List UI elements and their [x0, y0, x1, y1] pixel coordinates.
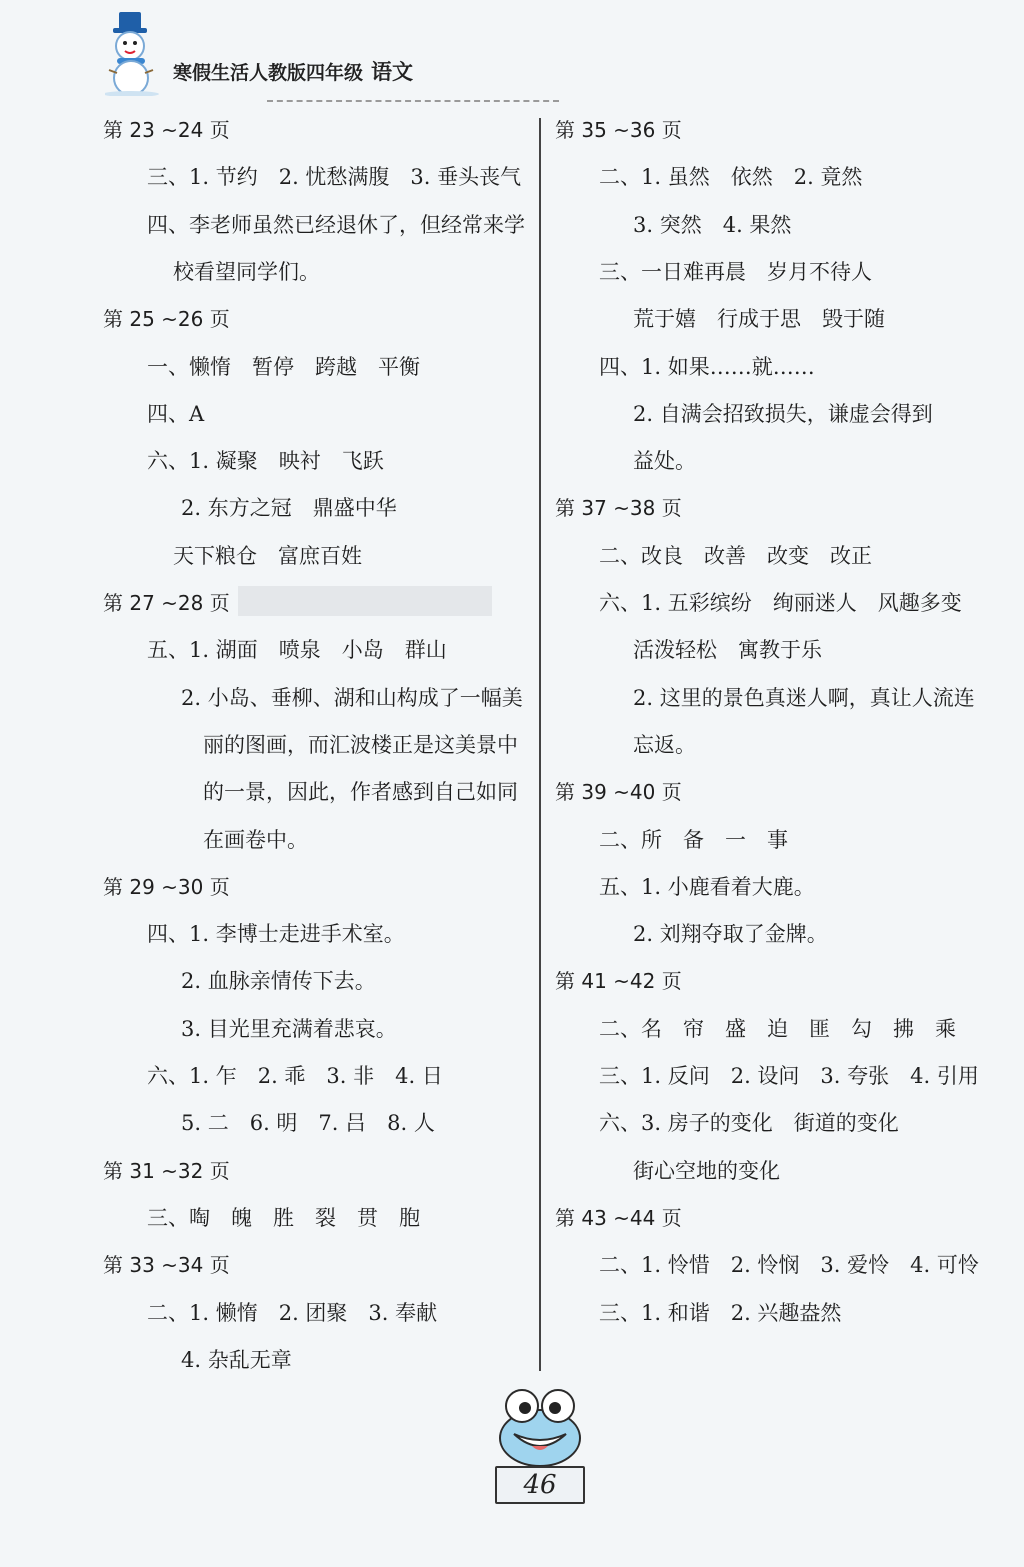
answer-line: 益处。: [633, 449, 696, 474]
answer-line: 2. 东方之冠 鼎盛中华: [181, 496, 397, 521]
answer-line: 三、1. 和谐 2. 兴趣盎然: [599, 1300, 842, 1325]
answer-line: 四、李老师虽然已经退休了，但经常来学: [147, 212, 525, 237]
answer-line: 六、1. 凝聚 映衬 飞跃: [147, 449, 384, 474]
answer-line: 一、懒惰 暂停 跨越 平衡: [147, 354, 420, 379]
column-divider: [539, 118, 541, 1371]
answer-line: 2. 小岛、垂柳、湖和山构成了一幅美: [181, 685, 523, 710]
answer-line: 二、所 备 一 事: [599, 827, 788, 852]
snowman-icon: [105, 10, 165, 96]
answer-line: 活泼轻松 寓教于乐: [633, 638, 822, 663]
section-heading: 第 43 ~44 页: [555, 1205, 682, 1230]
section-heading: 第 25 ~26 页: [103, 307, 230, 332]
answer-line: 二、1. 怜惜 2. 怜悯 3. 爱怜 4. 可怜: [599, 1253, 979, 1278]
answer-line: 三、1. 节约 2. 忧愁满腹 3. 垂头丧气: [147, 165, 522, 190]
section-heading: 第 23 ~24 页: [103, 118, 230, 142]
answer-line: 二、名 帘 盛 迫 匪 勾 拂 乘: [599, 1016, 956, 1041]
answer-line: 2. 血脉亲情传下去。: [181, 969, 376, 994]
answer-line: 三、1. 反问 2. 设问 3. 夸张 4. 引用: [599, 1064, 979, 1088]
section-heading: 第 39 ~40 页: [555, 780, 682, 805]
answer-line: 5. 二 6. 明 7. 吕 8. 人: [181, 1111, 435, 1136]
section-heading: 第 35 ~36 页: [555, 118, 682, 142]
answer-line: 四、A: [147, 401, 205, 426]
answer-line: 天下粮仓 富庶百姓: [173, 543, 362, 568]
answer-line: 2. 这里的景色真迷人啊，真让人流连: [633, 685, 975, 710]
answer-line: 六、1. 乍 2. 乖 3. 非 4. 日: [147, 1064, 443, 1088]
answer-line: 四、1. 李博士走进手术室。: [147, 922, 405, 947]
answer-line: 荒于嬉 行成于思 毁于随: [633, 307, 885, 332]
header-rule: [267, 100, 559, 102]
answer-line: 校看望同学们。: [173, 259, 320, 284]
section-heading: 第 37 ~38 页: [555, 496, 682, 521]
section-heading: 第 33 ~34 页: [103, 1253, 230, 1278]
answer-line: 五、1. 湖面 喷泉 小岛 群山: [147, 638, 447, 663]
answer-line: 二、改良 改善 改变 改正: [599, 543, 872, 568]
section-heading: 第 27 ~28 页: [103, 591, 230, 615]
answer-line: 3. 目光里充满着悲哀。: [181, 1016, 397, 1041]
answer-line: 六、1. 五彩缤纷 绚丽迷人 风趣多变: [599, 591, 962, 615]
answer-line: 五、1. 小鹿看着大鹿。: [599, 874, 815, 899]
answer-line: 4. 杂乱无章: [181, 1347, 292, 1372]
answer-line: 忘返。: [633, 732, 696, 757]
answer-line: 四、1. 如果……就……: [599, 354, 815, 379]
answer-line: 二、1. 懒惰 2. 团聚 3. 奉献: [147, 1300, 438, 1325]
section-heading: 第 29 ~30 页: [103, 874, 230, 899]
answer-line: 丽的图画，而汇波楼正是这美景中: [203, 732, 518, 757]
page-number: 46: [523, 1470, 557, 1500]
answer-line: 2. 自满会招致损失，谦虚会得到: [633, 401, 933, 426]
answer-line: 六、3. 房子的变化 街道的变化: [599, 1111, 899, 1136]
answer-line: 2. 刘翔夺取了金牌。: [633, 922, 828, 947]
answer-line: 三、一日难再晨 岁月不待人: [599, 259, 872, 284]
header-title: [173, 56, 413, 86]
page-header: [95, 10, 475, 96]
answer-line: 街心空地的变化: [633, 1158, 780, 1183]
gray-band: [238, 586, 492, 616]
answer-line: 的一景，因此，作者感到自己如同: [203, 780, 518, 805]
page-number-box: [495, 1466, 585, 1504]
answer-line: 三、啕 魄 胜 裂 贯 胞: [147, 1205, 420, 1230]
frog-icon: [492, 1384, 588, 1468]
answer-line: 3. 突然 4. 果然: [633, 212, 792, 237]
section-heading: 第 41 ~42 页: [555, 969, 682, 994]
answer-line: 在画卷中。: [203, 827, 308, 852]
book-title: 寒假生活人教版四年级: [173, 62, 364, 84]
section-heading: 第 31 ~32 页: [103, 1158, 230, 1183]
subject-label: 语文: [371, 60, 414, 84]
answer-line: 二、1. 虽然 依然 2. 竟然: [599, 165, 863, 190]
